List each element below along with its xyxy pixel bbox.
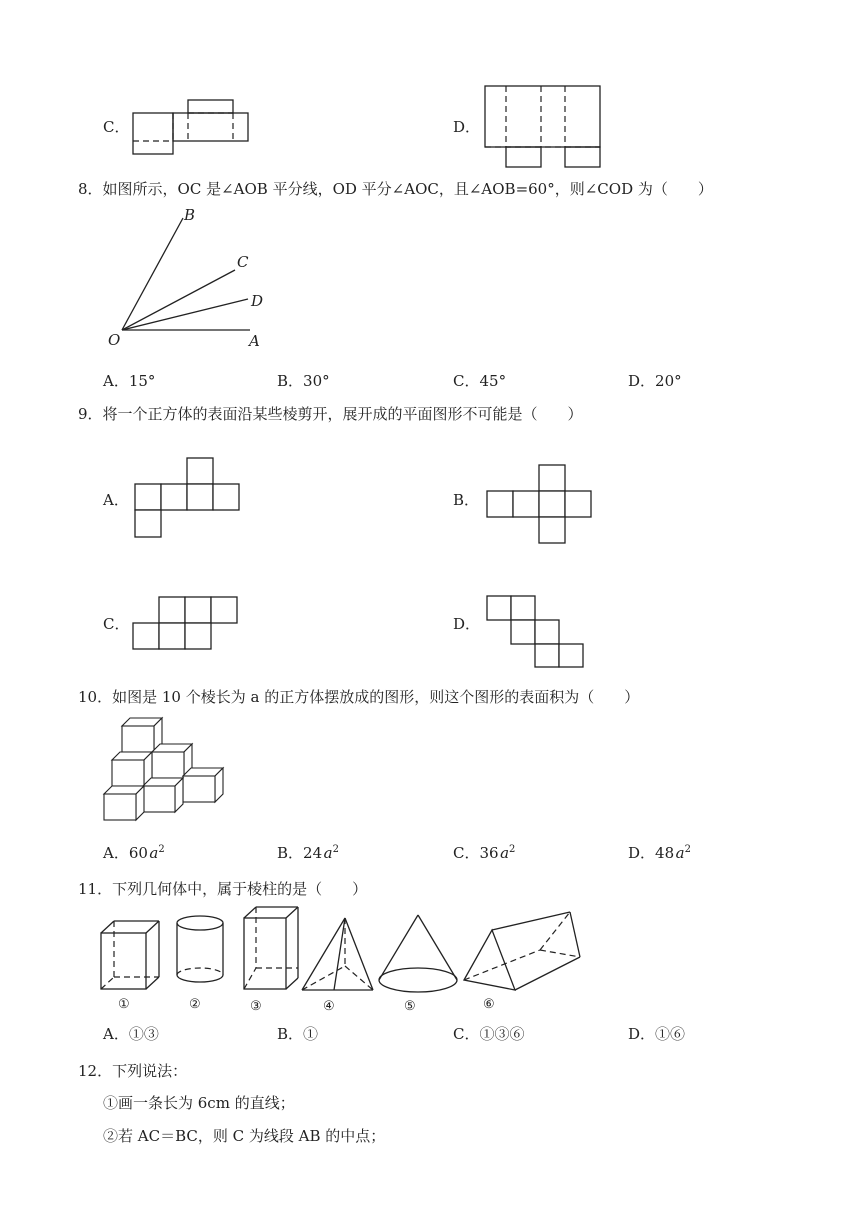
solid-6-triangular-prism [464,912,580,990]
q11-option-a: A．①③ [103,1025,159,1043]
q10-option-c: C．36 $a^2$ [453,844,516,862]
q9-stem: 9．将一个正方体的表面沿某些棱剪开，展开成的平面图形不可能是（ ） [78,405,583,423]
q9-option-b-label: B． [453,491,480,509]
q9-option-a-label: A． [103,491,129,509]
solid-3-prism [244,907,298,989]
solid-1-cube [101,921,159,989]
solid-5-cone [379,915,457,992]
q8-stem: 8．如图所示，OC 是∠AOB 平分线，OD 平分∠AOC，且∠AOB=60°，则∠COD 为（ ） [78,180,713,198]
q10-option-a: A．60 $a^2$ [103,844,165,862]
q11-option-d: D．①⑥ [628,1025,686,1043]
q8-label-b: B [184,206,196,224]
q10-stem: 10．如图是 10 个棱长为 a 的正方体摆放成的图形，则这个图形的表面积为（ ） [78,688,640,706]
q8-option-b: B．30° [277,372,330,390]
q12-stem: 12．下列说法： [78,1062,188,1080]
solid-label-6: ⑥ [483,997,495,1012]
q11-option-c: C．①③⑥ [453,1025,525,1043]
q10-option-b: B．24 $a^2$ [277,844,339,862]
solid-label-3: ③ [250,999,262,1014]
solid-label-1: ① [118,997,130,1012]
q9-option-c-label: C． [103,615,130,633]
q7-option-c-label: C． [103,118,130,136]
q11-stem: 11．下列几何体中，属于棱柱的是（ ） [78,880,368,898]
q8-label-o: O [108,331,121,349]
q8-label-d: D [251,292,264,310]
q8-label-c: C [237,253,249,271]
q9-option-d-label: D． [453,615,481,633]
q12-item-2: ②若 AC＝BC，则 C 为线段 AB 的中点； [103,1127,386,1145]
solid-2-cylinder [177,916,223,982]
solid-label-2: ② [189,997,201,1012]
q8-option-c: C．45° [453,372,507,390]
q10-option-d: D．48 $a^2$ [628,844,691,862]
q7-option-d-label: D． [453,118,481,136]
q8-option-d: D．20° [628,372,682,390]
solid-label-4: ④ [323,999,335,1014]
solid-label-5: ⑤ [404,999,416,1014]
q8-label-a: A [249,332,260,350]
q11-option-b: B．① [277,1025,319,1043]
solid-4-pyramid [302,918,373,990]
q8-option-a: A．15° [103,372,156,390]
q12-item-1: ①画一条长为 6cm 的直线； [103,1094,295,1112]
